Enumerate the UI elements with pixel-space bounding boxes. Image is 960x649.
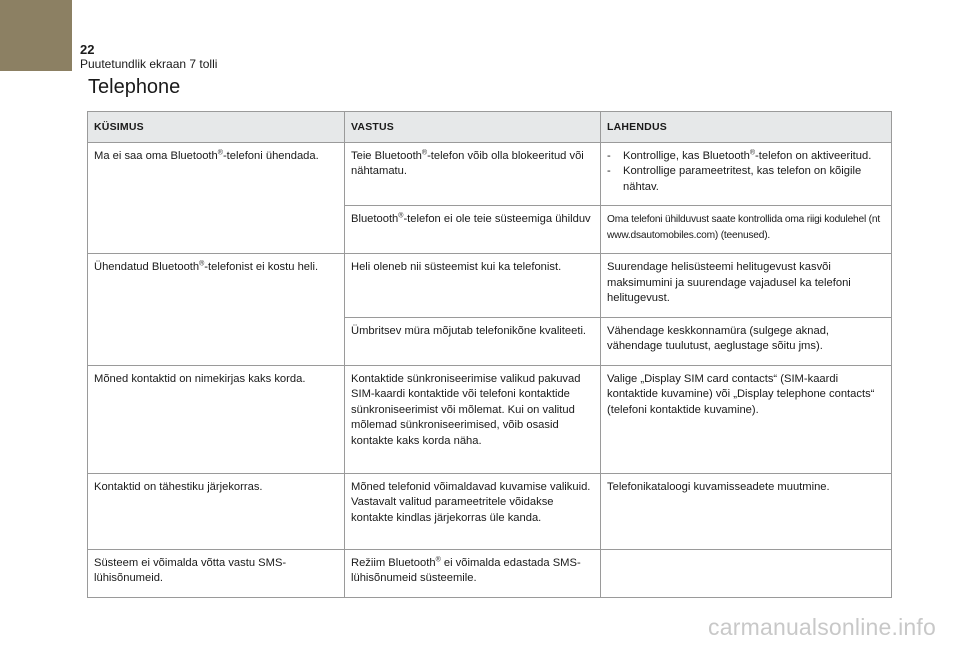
answer-cell: Mõned telefonid võimaldavad kuvamise valikuid. Vastavalt valitud parameetritele võidakse kontakte kindlas järjekorras üle kanda. — [345, 473, 601, 549]
question-cell: Mõned kontaktid on nimekirjas kaks korda. — [88, 365, 345, 473]
solution-cell: Vähendage keskkonnamüra (sulgege aknad, vähendage tuulutust, aeglustage sõitu jms). — [601, 317, 892, 365]
question-cell: Kontaktid on tähestiku järjekorras. — [88, 473, 345, 549]
answer-cell: Bluetooth®-telefon ei ole teie süsteemiga ühilduv — [345, 206, 601, 254]
page-corner-tab — [0, 0, 72, 71]
page-number: 22 — [80, 42, 95, 57]
table-row — [88, 549, 892, 597]
question-cell: Ma ei saa oma Bluetooth®-telefoni ühendada. — [88, 142, 345, 254]
section-title: Telephone — [88, 76, 181, 98]
solution-cell: Suurendage helisüsteemi helitugevust kasvõi maksimumini ja suurendage vajadusel ka telefoni helitugevust. — [601, 254, 892, 318]
troubleshooting-table — [87, 111, 892, 598]
solution-cell: Oma telefoni ühilduvust saate kontrollida oma riigi kodulehel (nt www.dsautomobiles.com) (teenused). — [601, 206, 892, 254]
question-cell: Süsteem ei võimalda võtta vastu SMS-lühisõnumeid. — [88, 549, 345, 597]
column-header-question: KÜSIMUS — [88, 112, 345, 143]
list-item: - Kontrollige, kas Bluetooth®-telefon on aktiveeritud. — [607, 148, 872, 162]
table-header-row — [88, 112, 892, 143]
table-row — [88, 365, 892, 473]
solution-cell: Valige „Display SIM card contacts“ (SIM-kaardi kontaktide kuvamine) või „Display telephone contacts“ (telefoni kontaktide kuvamine). — [601, 365, 892, 473]
table-row — [88, 254, 892, 318]
answer-cell: Heli oleneb nii süsteemist kui ka telefonist. — [345, 254, 601, 318]
table-row — [88, 473, 892, 549]
solution-cell: Telefonikataloogi kuvamisseadete muutmine. — [601, 473, 892, 549]
question-cell: Ühendatud Bluetooth®-telefonist ei kostu heli. — [88, 254, 345, 366]
answer-cell: Režiim Bluetooth® ei võimalda edastada SMS-lühisõnumeid süsteemile. — [345, 549, 601, 597]
answer-cell: Kontaktide sünkroniseerimise valikud pakuvad SIM-kaardi kontaktide või telefoni kontaktide sünkroniseerimist või mõlemat. Kui on valitud mõlemad sünkroniseerimised, võib osasid kontakte kaks korda näha. — [345, 365, 601, 473]
table-row — [88, 142, 892, 206]
column-header-solution: LAHENDUS — [601, 112, 892, 143]
solution-cell — [601, 549, 892, 597]
answer-cell: Teie Bluetooth®-telefon võib olla blokeeritud või nähtamatu. — [345, 142, 601, 206]
answer-cell: Ümbritsev müra mõjutab telefonikõne kvaliteeti. — [345, 317, 601, 365]
column-header-answer: VASTUS — [345, 112, 601, 143]
watermark: carmanualsonline.info — [708, 614, 936, 640]
list-item: - Kontrollige parameetritest, kas telefon on kõigile nähtav. — [607, 165, 862, 193]
solution-cell — [601, 142, 892, 206]
running-header: Puutetundlik ekraan 7 tolli — [80, 57, 218, 71]
